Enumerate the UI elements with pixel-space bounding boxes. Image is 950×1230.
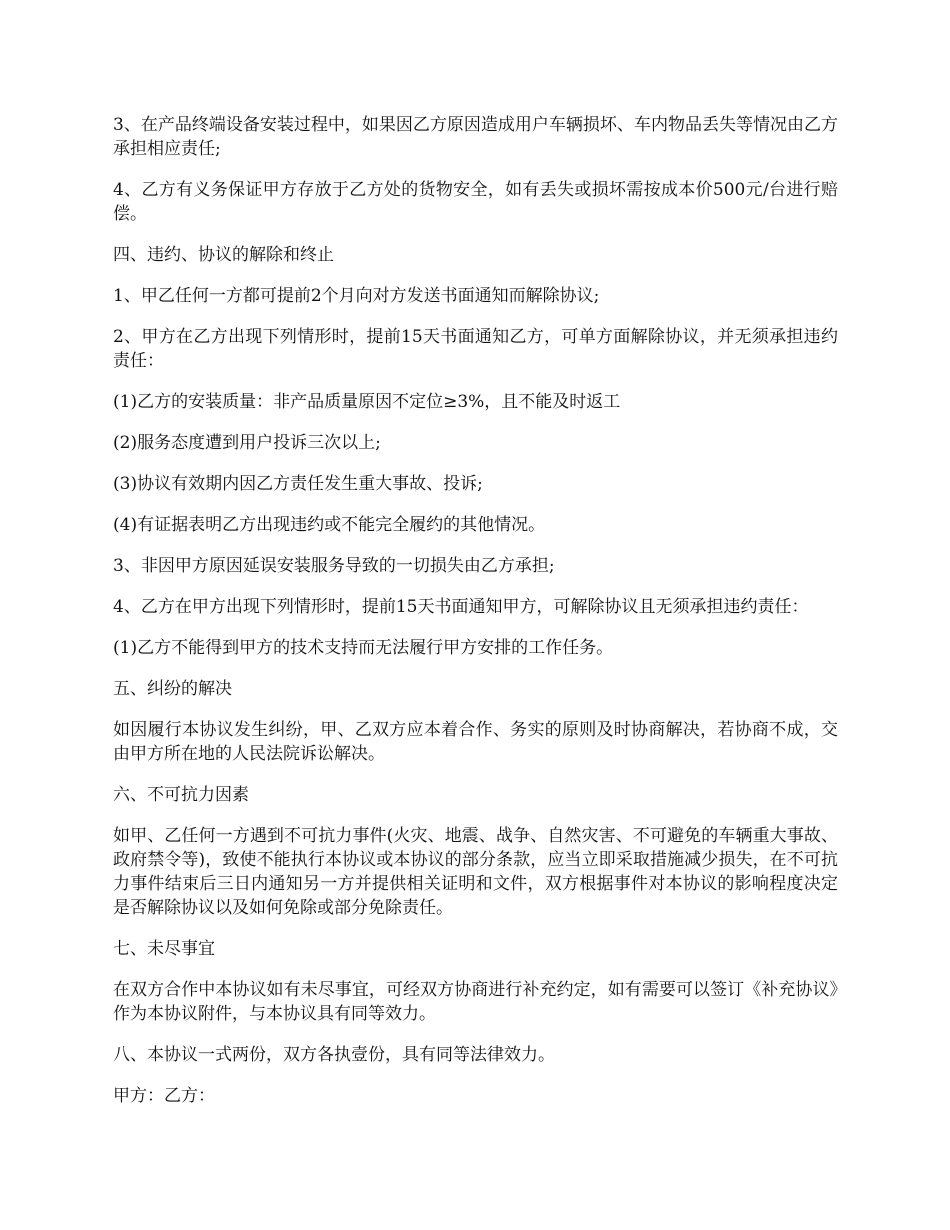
list-item-termination-2-4: (4)有证据表明乙方出现违约或不能完全履约的其他情况。: [113, 515, 546, 535]
paragraph-termination-1: 1、甲乙任何一方都可提前2个月向对方发送书面通知而解除协议;: [113, 286, 600, 306]
section-heading-copies: 八、本协议一式两份，双方各执壹份，具有同等法律效力。: [113, 1045, 555, 1065]
section-heading-force-majeure: 六、不可抗力因素: [113, 785, 249, 805]
signature-line: 甲方：乙方：: [113, 1086, 215, 1106]
list-item-termination-2-2: (2)服务态度遭到用户投诉三次以上;: [113, 433, 381, 453]
paragraph-termination-4: 4、乙方在甲方出现下列情形时，提前15天书面通知甲方，可解除协议且无须承担违约责任：: [113, 597, 809, 617]
paragraph-termination-2: 2、甲方在乙方出现下列情形时，提前15天书面通知乙方，可单方面解除协议，并无须承担违约责任：: [113, 327, 838, 371]
section-heading-disputes: 五、纠纷的解决: [113, 679, 232, 699]
paragraph-other-matters: 在双方合作中本协议如有未尽事宜，可经双方协商进行补充约定，如有需要可以签订《补充协议》作为本协议附件，与本协议具有同等效力。: [113, 980, 838, 1024]
list-item-termination-4-1: (1)乙方不能得到甲方的技术支持而无法履行甲方安排的工作任务。: [113, 638, 614, 658]
paragraph-force-majeure: 如甲、乙任何一方遇到不可抗力事件(火灾、地震、战争、自然灾害、不可避免的车辆重大事故、政府禁令等)，致使不能执行本协议或本协议的部分条款，应当立即采取措施减少损失，在不可抗力事件结束后三日内通知另一方并提供相关证明和文件，双方根据事件对本协议的影响程度决定是否解除协议以及如何免除或部分免除责任。: [113, 826, 838, 918]
section-heading-other-matters: 七、未尽事宜: [113, 939, 215, 959]
paragraph-termination-3: 3、非因甲方原因延误安装服务导致的一切损失由乙方承担;: [113, 556, 555, 576]
document-body: [113, 113, 838, 1125]
section-heading-termination: 四、违约、协议的解除和终止: [113, 245, 334, 265]
paragraph-clause-3-damage: 3、在产品终端设备安装过程中，如果因乙方原因造成用户车辆损坏、车内物品丢失等情况由乙方承担相应责任;: [113, 115, 838, 159]
paragraph-disputes: 如因履行本协议发生纠纷，甲、乙双方应本着合作、务实的原则及时协商解决，若协商不成，交由甲方所在地的人民法院诉讼解决。: [113, 720, 838, 764]
list-item-termination-2-3: (3)协议有效期内因乙方责任发生重大事故、投诉;: [113, 474, 483, 494]
paragraph-clause-4-goods-safety: 4、乙方有义务保证甲方存放于乙方处的货物安全，如有丢失或损坏需按成本价500元/台进行赔偿。: [113, 180, 838, 224]
list-item-termination-2-1: (1)乙方的安装质量：非产品质量原因不定位≥3%，且不能及时返工: [113, 392, 621, 412]
